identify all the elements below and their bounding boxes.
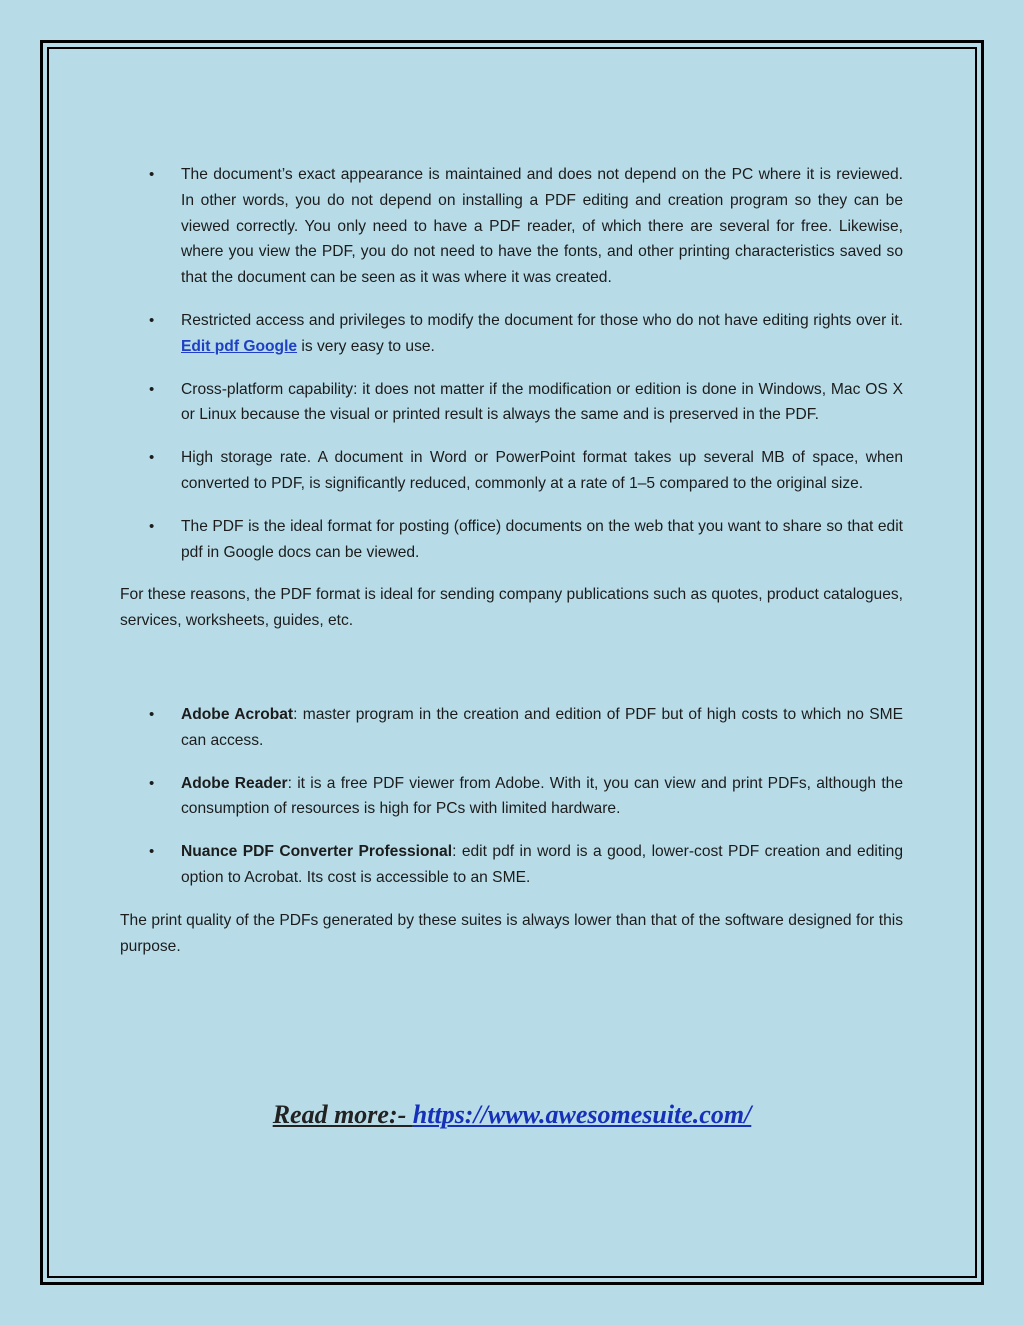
bullet-icon: • xyxy=(149,517,155,535)
read-more-label: Read more:- xyxy=(272,1100,413,1129)
software-name: Nuance PDF Converter Professional xyxy=(181,843,453,861)
print-quality-paragraph: The print quality of the PDFs generated by these suites is always lower than that of the software designed for this purpose. xyxy=(120,911,903,955)
bullet-icon: • xyxy=(149,774,155,792)
list-item xyxy=(120,162,903,291)
software-description: : it is a free PDF viewer from Adobe. With it, you can view and print PDFs, although the consumption of resources is high for PCs with limited hardware. xyxy=(181,774,904,818)
document-body xyxy=(120,162,903,976)
list-item-text: Cross-platform capability: it does not matter if the modification or edition is done in Windows, Mac OS X or Linux because the visual or printed result is always the same and is preserved in the PDF. xyxy=(181,380,903,424)
reasons-paragraph: For these reasons, the PDF format is ideal for sending company publications such as quotes, product catalogues, services, worksheets, guides, etc. xyxy=(120,586,903,630)
bullet-icon: • xyxy=(149,380,155,398)
bullet-list-pdf-advantages xyxy=(120,162,903,565)
software-description: : edit pdf in word is a good, lower-cost PDF creation and editing option to Acrobat. Its cost is accessible to an SME. xyxy=(181,843,903,886)
bullet-icon: • xyxy=(149,705,155,723)
software-name: Adobe Reader xyxy=(181,774,288,792)
bullet-icon: • xyxy=(149,843,155,861)
list-item xyxy=(120,514,903,566)
list-item xyxy=(120,771,903,823)
bullet-icon: • xyxy=(149,449,155,467)
read-more-line xyxy=(0,1100,1024,1130)
list-item xyxy=(120,839,903,891)
software-name: Adobe Acrobat xyxy=(181,705,294,723)
awesomesuite-link[interactable]: https://www.awesomesuite.com/ xyxy=(412,1100,752,1129)
list-item-text: The document’s exact appearance is maintained and does not depend on the PC where it is reviewed. In other words, you do not depend on installing a PDF editing and creation program so they can be viewed correctly. You only need to have a PDF reader, of which there are several for free. Likewise, where you view the PDF, you do not need to have the fonts, and other printing characteristics saved so that the document can be seen as it was where it was created. xyxy=(181,166,903,287)
list-item xyxy=(120,308,903,360)
section-spacer xyxy=(120,651,903,702)
bullet-icon: • xyxy=(149,166,155,183)
bullet-icon: • xyxy=(149,311,155,329)
list-item xyxy=(120,445,903,497)
software-description: : master program in the creation and edition of PDF but of high costs to which no SME can access. xyxy=(181,705,903,749)
bullet-list-pdf-software xyxy=(120,702,903,891)
list-item xyxy=(120,702,903,754)
edit-pdf-google-link[interactable]: Edit pdf Google xyxy=(181,337,298,355)
list-item-text-before: Restricted access and privileges to modify the document for those who do not have editing rights over it. xyxy=(181,311,903,329)
list-item xyxy=(120,377,903,429)
list-item-text: High storage rate. A document in Word or PowerPoint format takes up several MB of space, when converted to PDF, is significantly reduced, commonly at a rate of 1–5 compared to the original size. xyxy=(181,449,903,492)
list-item-text: The PDF is the ideal format for posting (office) documents on the web that you want to share so that edit pdf in Google docs can be viewed. xyxy=(181,517,903,561)
list-item-text-after: is very easy to use. xyxy=(297,337,435,355)
